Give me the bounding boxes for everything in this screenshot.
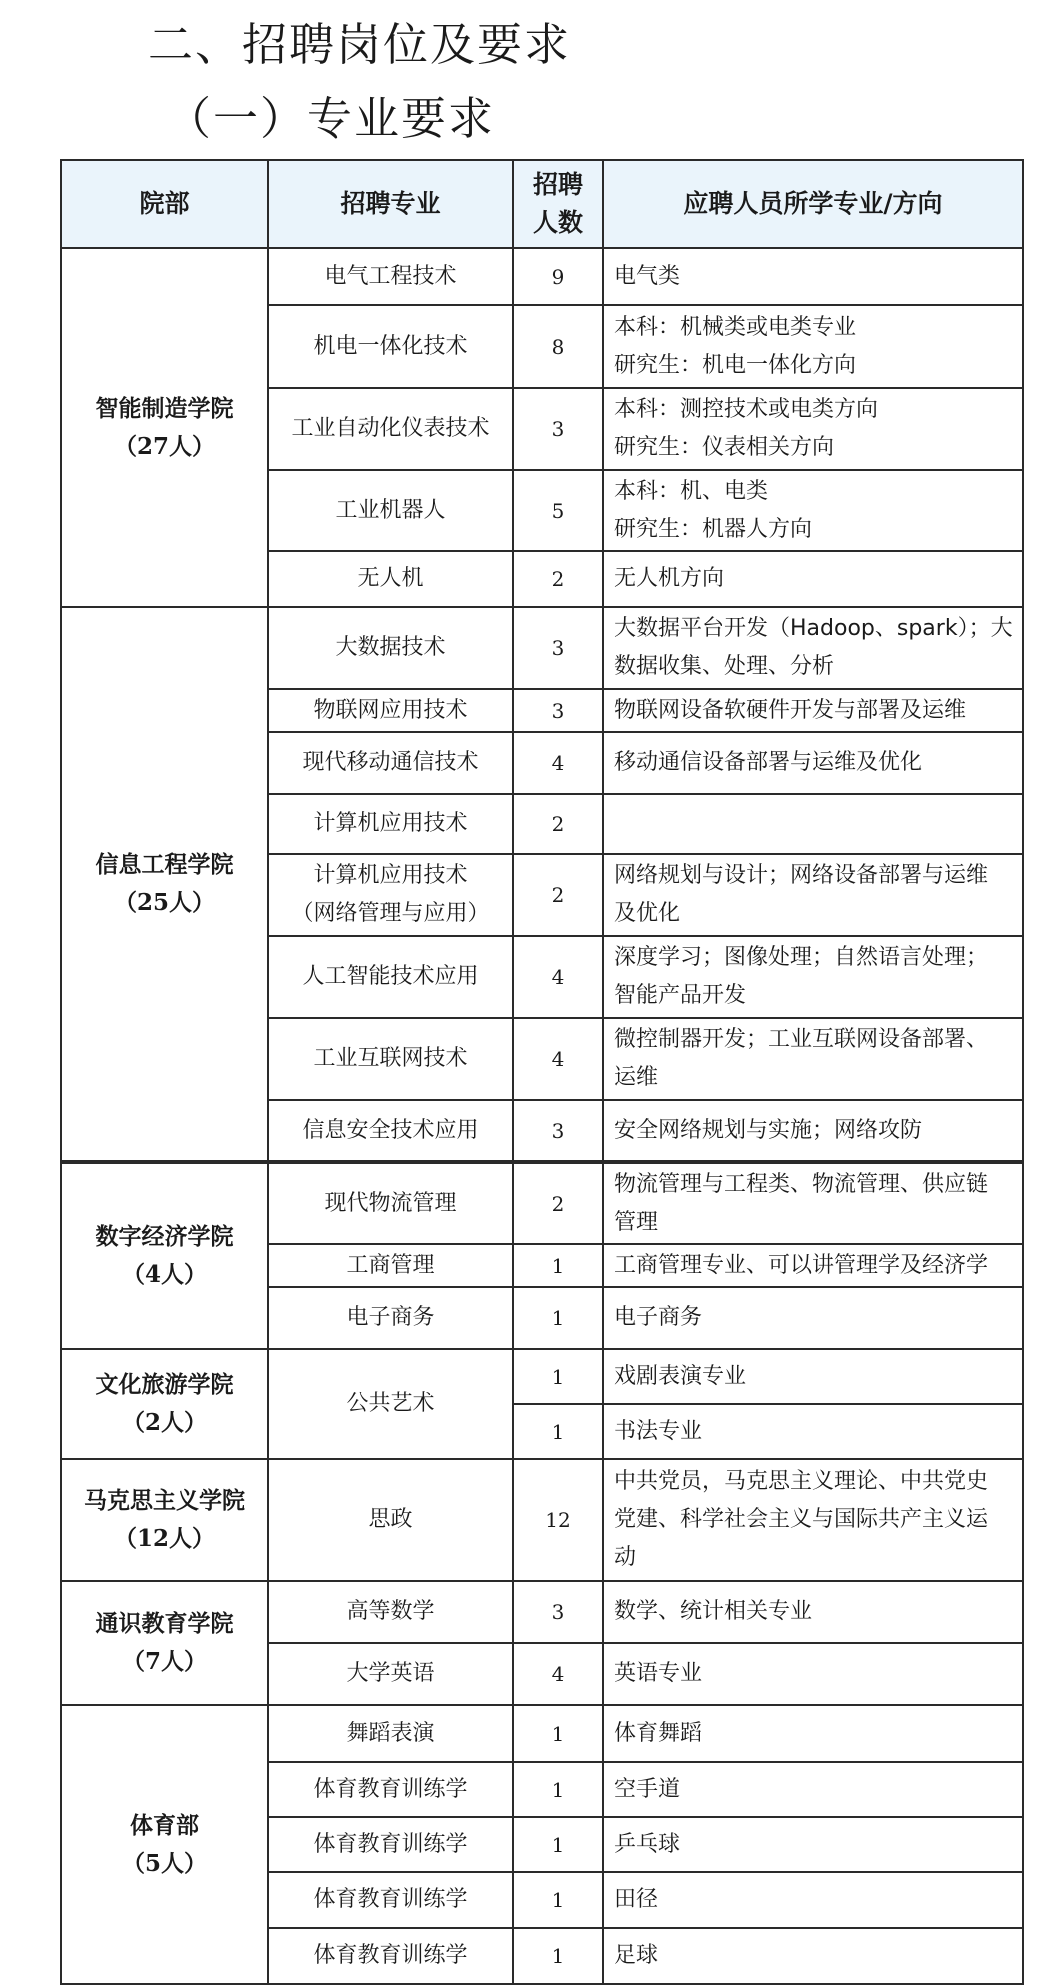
requirement-line: 安全网络规划与实施；网络攻防 xyxy=(614,1117,923,1143)
requirement-line: 研究生：机器人方向 xyxy=(614,516,813,542)
major-cell: 体育教育训练学 xyxy=(268,1928,513,1984)
requirement-line: 研究生：机电一体化方向 xyxy=(614,352,857,378)
header-count-line1: 招聘 xyxy=(532,170,583,199)
count-cell: 4 xyxy=(513,1018,603,1100)
requirement-line: 管理 xyxy=(614,1209,659,1235)
dept-cell xyxy=(61,1162,268,1349)
major-cell: 电气工程技术 xyxy=(268,248,513,305)
major-cell: 人工智能技术应用 xyxy=(268,936,513,1018)
requirement-cell xyxy=(603,1404,1023,1459)
requirement-cell xyxy=(603,794,1023,854)
header-major: 招聘专业 xyxy=(268,160,513,248)
dept-total: （5人） xyxy=(121,1849,207,1877)
requirement-line: 本科：机械类或电类专业 xyxy=(614,314,857,340)
requirement-cell xyxy=(603,388,1023,470)
major-cell: 体育教育训练学 xyxy=(268,1762,513,1817)
recruitment-table xyxy=(60,159,1024,1985)
major-cell: 物联网应用技术 xyxy=(268,689,513,732)
dept-name: 数字经济学院 xyxy=(95,1223,234,1250)
requirement-line: 研究生：仪表相关方向 xyxy=(614,435,835,460)
requirement-cell xyxy=(603,1872,1023,1928)
requirement-line: 无人机方向 xyxy=(614,566,725,591)
requirement-cell xyxy=(603,854,1023,936)
requirement-cell xyxy=(603,551,1023,607)
dept-total: （25人） xyxy=(113,889,215,916)
dept-total: （7人） xyxy=(121,1648,207,1675)
major-line: （网络管理与应用） xyxy=(291,901,490,926)
dept-cell xyxy=(61,248,268,607)
major-cell: 体育教育训练学 xyxy=(268,1872,513,1928)
requirement-cell xyxy=(603,607,1023,689)
table-row xyxy=(61,1162,1023,1244)
dept-name: 体育部 xyxy=(130,1811,199,1839)
major-cell: 工商管理 xyxy=(268,1244,513,1287)
major-cell: 体育教育训练学 xyxy=(268,1817,513,1872)
requirement-cell xyxy=(603,1581,1023,1643)
requirement-cell xyxy=(603,1705,1023,1762)
count-cell: 1 xyxy=(513,1349,603,1404)
dept-cell xyxy=(61,1459,268,1581)
dept-cell xyxy=(61,1581,268,1705)
count-cell: 12 xyxy=(513,1459,603,1581)
count-cell: 1 xyxy=(513,1817,603,1872)
count-cell: 4 xyxy=(513,732,603,794)
dept-name: 信息工程学院 xyxy=(95,851,234,878)
requirement-line: 大数据平台开发（Hadoop、spark）；大 xyxy=(614,616,1013,641)
major-cell: 大学英语 xyxy=(268,1643,513,1705)
subsection-heading: （一）专业要求 xyxy=(166,92,496,145)
header-count xyxy=(513,160,603,248)
section-heading: 二、招聘岗位及要求 xyxy=(148,18,572,71)
requirement-line: 运维 xyxy=(614,1065,659,1090)
requirement-line: 动 xyxy=(614,1545,637,1570)
requirement-cell xyxy=(603,1244,1023,1287)
major-cell: 大数据技术 xyxy=(268,607,513,689)
major-cell: 工业互联网技术 xyxy=(268,1018,513,1100)
requirement-line: 乒乓球 xyxy=(614,1831,681,1857)
count-cell: 3 xyxy=(513,388,603,470)
count-cell: 3 xyxy=(513,607,603,689)
requirement-line: 及优化 xyxy=(614,901,681,926)
requirement-line: 本科：机、电类 xyxy=(614,478,769,504)
requirement-cell xyxy=(603,248,1023,305)
major-cell: 高等数学 xyxy=(268,1581,513,1643)
requirement-line: 物联网设备软硬件开发与部署及运维 xyxy=(614,697,967,723)
dept-total: （4人） xyxy=(121,1261,207,1288)
count-cell: 1 xyxy=(513,1762,603,1817)
requirement-line: 移动通信设备部署与运维及优化 xyxy=(614,750,923,775)
requirement-line: 智能产品开发 xyxy=(614,983,747,1008)
major-cell: 现代物流管理 xyxy=(268,1162,513,1244)
count-cell: 4 xyxy=(513,1643,603,1705)
major-cell: 思政 xyxy=(268,1459,513,1581)
major-line: 计算机应用技术 xyxy=(313,863,468,888)
requirement-line: 网络规划与设计；网络设备部署与运维 xyxy=(614,863,989,888)
table-row xyxy=(61,1705,1023,1762)
requirement-cell xyxy=(603,1018,1023,1100)
requirement-line: 田径 xyxy=(614,1887,659,1912)
requirement-cell xyxy=(603,1459,1023,1581)
requirement-cell xyxy=(603,1643,1023,1705)
count-cell: 1 xyxy=(513,1872,603,1928)
table-row xyxy=(61,607,1023,689)
requirement-cell xyxy=(603,1287,1023,1349)
major-cell: 无人机 xyxy=(268,551,513,607)
count-cell: 2 xyxy=(513,794,603,854)
requirement-line: 工商管理专业、可以讲管理学及经济学 xyxy=(614,1252,989,1278)
requirement-line: 深度学习；图像处理；自然语言处理； xyxy=(614,945,989,970)
dept-name: 马克思主义学院 xyxy=(84,1487,245,1514)
major-cell: 信息安全技术应用 xyxy=(268,1100,513,1162)
count-cell: 9 xyxy=(513,248,603,305)
dept-name: 文化旅游学院 xyxy=(95,1371,234,1398)
requirement-cell xyxy=(603,689,1023,732)
header-dept: 院部 xyxy=(61,160,268,248)
requirement-cell xyxy=(603,470,1023,551)
requirement-line: 中共党员，马克思主义理论、中共党史 xyxy=(614,1469,989,1494)
count-cell: 1 xyxy=(513,1705,603,1762)
count-cell: 1 xyxy=(513,1244,603,1287)
requirement-line: 电子商务 xyxy=(614,1305,703,1330)
requirement-cell xyxy=(603,936,1023,1018)
table-header-row xyxy=(61,160,1023,248)
requirement-cell xyxy=(603,1762,1023,1817)
count-cell: 3 xyxy=(513,1100,603,1162)
requirement-line: 数据收集、处理、分析 xyxy=(614,654,835,679)
major-cell xyxy=(268,854,513,936)
requirement-line: 体育舞蹈 xyxy=(614,1720,703,1746)
count-cell: 1 xyxy=(513,1404,603,1459)
count-cell: 5 xyxy=(513,470,603,551)
dept-total: （27人） xyxy=(113,432,215,460)
major-cell: 现代移动通信技术 xyxy=(268,732,513,794)
major-cell: 计算机应用技术 xyxy=(268,794,513,854)
requirement-cell xyxy=(603,305,1023,388)
dept-name: 智能制造学院 xyxy=(95,394,234,422)
requirement-cell xyxy=(603,1817,1023,1872)
table-row xyxy=(61,1581,1023,1643)
requirement-line: 微控制器开发；工业互联网设备部署、 xyxy=(614,1027,989,1052)
count-cell: 8 xyxy=(513,305,603,388)
count-cell: 1 xyxy=(513,1287,603,1349)
requirement-cell xyxy=(603,1100,1023,1162)
major-cell: 公共艺术 xyxy=(268,1349,513,1459)
requirement-line: 本科：测控技术或电类方向 xyxy=(614,397,879,422)
requirement-line: 足球 xyxy=(614,1943,659,1968)
table-row xyxy=(61,248,1023,305)
major-cell: 工业自动化仪表技术 xyxy=(268,388,513,470)
count-cell: 1 xyxy=(513,1928,603,1984)
count-cell: 2 xyxy=(513,551,603,607)
requirement-line: 英语专业 xyxy=(614,1661,703,1686)
count-cell: 3 xyxy=(513,689,603,732)
table-row xyxy=(61,1459,1023,1581)
dept-cell xyxy=(61,1349,268,1459)
dept-cell xyxy=(61,1705,268,1984)
requirement-cell xyxy=(603,1349,1023,1404)
major-cell: 工业机器人 xyxy=(268,470,513,551)
requirement-line: 空手道 xyxy=(614,1776,681,1802)
dept-total: （12人） xyxy=(113,1525,215,1552)
requirement-line: 戏剧表演专业 xyxy=(614,1363,747,1389)
major-cell: 机电一体化技术 xyxy=(268,305,513,388)
dept-total: （2人） xyxy=(121,1409,207,1436)
requirement-cell xyxy=(603,732,1023,794)
major-cell: 舞蹈表演 xyxy=(268,1705,513,1762)
count-cell: 2 xyxy=(513,854,603,936)
table-row xyxy=(61,1349,1023,1404)
count-cell: 4 xyxy=(513,936,603,1018)
requirement-cell xyxy=(603,1928,1023,1984)
header-requirement: 应聘人员所学专业/方向 xyxy=(603,160,1023,248)
requirement-line: 物流管理与工程类、物流管理、供应链 xyxy=(614,1171,989,1197)
dept-name: 通识教育学院 xyxy=(95,1610,234,1637)
requirement-line: 数学、统计相关专业 xyxy=(614,1599,813,1624)
major-cell: 电子商务 xyxy=(268,1287,513,1349)
header-count-line2: 人数 xyxy=(532,208,583,237)
requirement-line: 书法专业 xyxy=(614,1418,703,1444)
requirement-cell xyxy=(603,1162,1023,1244)
dept-cell xyxy=(61,607,268,1162)
count-cell: 3 xyxy=(513,1581,603,1643)
requirement-line: 电气类 xyxy=(614,263,681,289)
count-cell: 2 xyxy=(513,1162,603,1244)
requirement-line: 党建、科学社会主义与国际共产主义运 xyxy=(614,1507,989,1532)
